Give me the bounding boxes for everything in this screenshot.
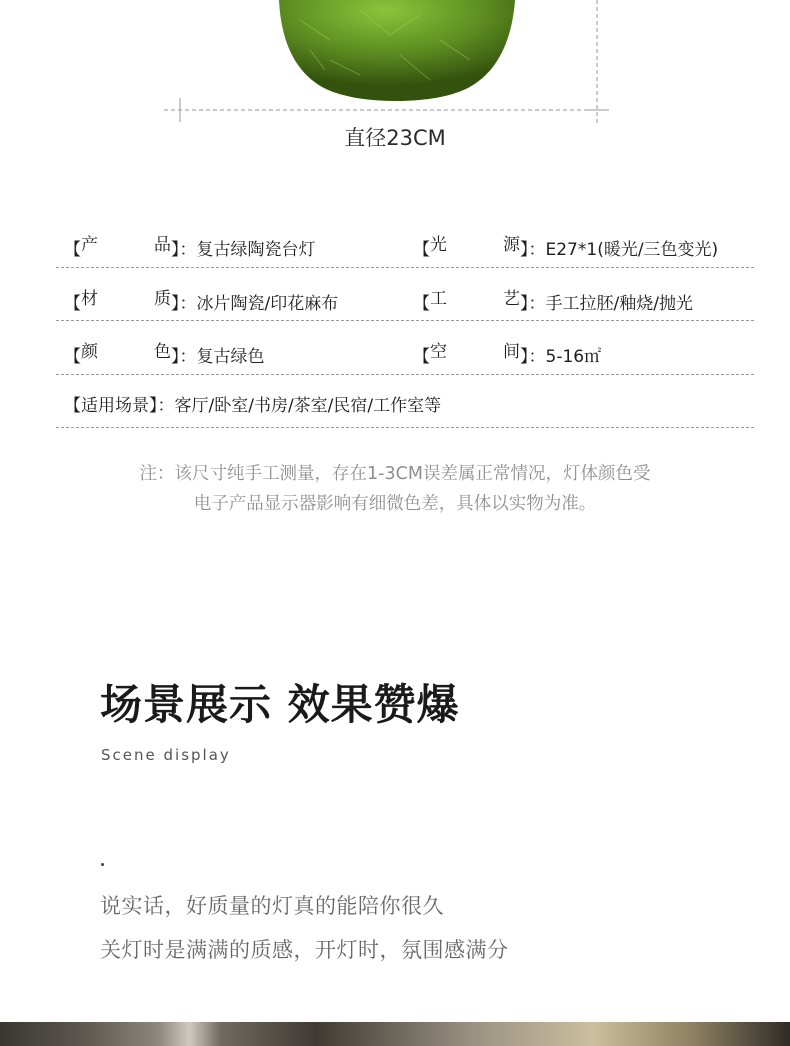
spec-color (64, 337, 265, 367)
spec-material (64, 284, 338, 314)
spec-value: ：客厅/卧室/书房/茶室/民宿/工作室等 (157, 395, 442, 416)
measurement-note (0, 459, 790, 519)
spec-key (81, 337, 171, 362)
spec-key-char: 光 (430, 235, 447, 255)
spec-value: ：复古绿色 (179, 347, 265, 367)
bracket-close: 】 (171, 293, 180, 314)
bracket-open: 【 (413, 293, 430, 314)
spec-key-char: 产 (81, 235, 98, 255)
section-subtitle: Scene display (101, 746, 231, 764)
bracket-close: 】 (520, 240, 529, 260)
spec-key (430, 230, 520, 255)
spec-key (81, 230, 171, 255)
spec-key-char: 材 (81, 288, 98, 309)
bracket-open: 【 (64, 293, 81, 314)
vase-image (0, 0, 790, 130)
spec-key (430, 284, 520, 309)
spec-product (64, 230, 316, 260)
bullet-dot (101, 863, 104, 866)
spec-key-char: 颜 (81, 342, 98, 362)
bracket-open: 【 (413, 347, 430, 367)
bracket-open: 【 (64, 240, 81, 260)
spec-key-char: 品 (154, 235, 171, 255)
spec-key-char: 间 (503, 342, 520, 362)
bracket-open: 【 (64, 347, 81, 367)
spec-value: ：冰片陶瓷/印花麻布 (179, 293, 339, 314)
section-body-line: 说实话，好质量的灯真的能陪你很久 (100, 894, 444, 918)
spec-key-char: 质 (154, 288, 171, 309)
spec-row (56, 214, 754, 268)
bracket-open: 【 (64, 395, 81, 416)
scene-photo (0, 1022, 790, 1046)
spec-row (56, 321, 754, 375)
note-line: 电子产品显示器影响有细微色差，具体以实物为准。 (193, 494, 597, 514)
note-line: 注：该尺寸纯手工测量，存在1-3CM误差属正常情况，灯体颜色受 (139, 464, 651, 484)
spec-key-char: 艺 (503, 288, 520, 309)
spec-key: 适用场景 (81, 395, 149, 416)
bracket-close: 】 (171, 347, 180, 367)
spec-key-char: 空 (430, 342, 447, 362)
spec-light-source (413, 230, 718, 260)
spec-key-char: 色 (154, 342, 171, 362)
spec-key-char: 工 (430, 288, 447, 309)
spec-craft (413, 284, 693, 314)
bracket-close: 】 (520, 293, 529, 314)
section-body-line: 关灯时是满满的质感，开灯时，氛围感满分 (100, 938, 509, 962)
spec-row (56, 375, 754, 429)
bracket-close: 】 (171, 240, 180, 260)
spec-value: ：复古绿陶瓷台灯 (179, 240, 316, 260)
bracket-close: 】 (520, 347, 529, 367)
section-title: 场景展示 效果赞爆 (100, 680, 460, 729)
diameter-label: 直径23CM (344, 126, 446, 150)
spec-value: ：手工拉胚/釉烧/抛光 (528, 293, 693, 314)
spec-key-char: 源 (503, 235, 520, 255)
spec-table (56, 214, 754, 428)
spec-space (413, 337, 601, 367)
spec-key (81, 284, 171, 309)
spec-value: ：5-16㎡ (528, 347, 602, 367)
spec-key (430, 337, 520, 362)
spec-value: ：E27*1(暖光/三色变光) (528, 240, 719, 260)
bracket-close: 】 (149, 395, 158, 416)
product-dimension-figure (0, 0, 790, 130)
spec-applicable-scenes (64, 391, 441, 416)
bracket-open: 【 (413, 240, 430, 260)
spec-row (56, 268, 754, 322)
